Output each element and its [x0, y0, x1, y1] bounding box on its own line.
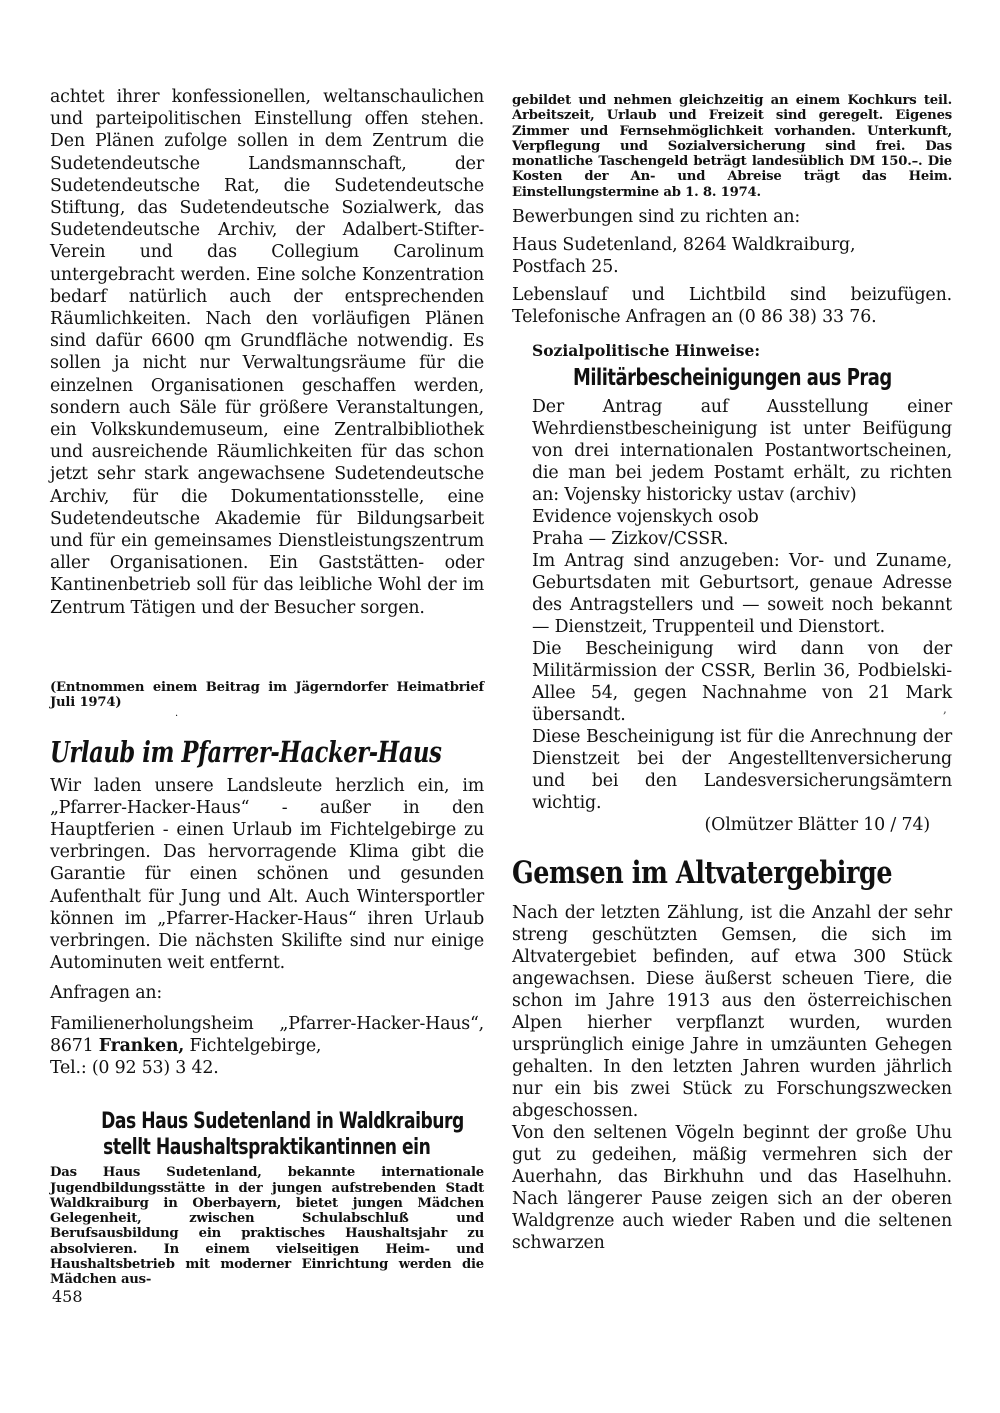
page-number: 458 — [52, 1287, 83, 1306]
article4-paragraph3: Die Bescheinigung wird dann von der Militärmission der CSSR, Berlin 36, Podbielski-Allee 54, gegen Nachnahme von 21 Mark übersandt. — [532, 639, 952, 726]
article1-body: achtet ihrer konfessionellen, weltanschaulichen und parteipolitischen Einstellung offen stehen. Den Plänen zufolge sollen in dem Zentrum die Sudetendeutsche Landsmannschaft, der Sudetendeutsche Rat, die Sudetendeutsche Stiftung, das Sudetendeutsche Sozialwerk, das Sudetendeutsche Archiv, der Adalbert-Stifter-Verein und das Collegium Carolinum untergebracht werden. Eine solche Konzentration bedarf natürlich auch der entsprechenden Räumlichkeiten. Nach den vorläufigen Plänen sind dafür 6600 qm Grundfläche notwendig. Es sollen ja nicht nur Verwaltungsräume für die einzelnen Organisationen geschaffen werden, sondern auch Säle für größere Veranstaltungen, ein Volkskundemuseum, eine Zentralbibliothek und ausreichende Räumlichkeiten für das schon jetzt sehr stark angewachsene Sudetendeutsche Archiv, für die Dokumentationsstelle, eine Sudetendeutsche Akademie für Bildungsarbeit und für ein gemeinsames Dienstleistungszentrum aller Organisationen. Ein Gaststätten- oder Kantinenbetrieb soll für das leibliche Wohl der im Zentrum Tätigen und der Besucher sorgen. — [50, 87, 484, 618]
article4-address2: Evidence vojenskych osob — [532, 507, 759, 528]
stray-dot-mark: · — [175, 711, 179, 722]
article4-source: (Olmützer Blätter 10 / 74) — [704, 815, 930, 836]
article2-phone: Tel.: (0 92 53) 3 42. — [50, 1058, 219, 1079]
article3-continuation: gebildet und nehmen gleichzeitig an einem Kochkurs teil. Arbeitszeit, Urlaub und Freizeit sind geregelt. Eigenes Zimmer und Fernsehmöglichkeit vorhanden. Unterkunft, Verpflegung und Sozialversicherung sind frei. Das monatliche Taschengeld beträgt landesüblich DM 150.–. Die Kosten der An- und Abreise trägt das Heim. Einstellungstermine ab 1. 8. 1974. — [512, 93, 952, 200]
article3-body: Das Haus Sudetenland, bekannte internationale Jugendbildungsstätte in der jungen aufstrebenden Stadt Waldkraiburg in Oberbayern, bietet jungen Mädchen Gelegenheit, zwischen Schulabschluß und Berufsausbildung ein praktisches Haushaltsjahr zu absolvieren. In einem vielseitigen Heim- und Haushaltsbetrieb mit moderner Einrichtung werden die Mädchen aus- — [50, 1165, 484, 1288]
article4-paragraph4: Diese Bescheinigung ist für die Anrechnung der Dienstzeit bei der Angestelltenversicherung und bei den Landesversicherungsämtern wichtig. — [532, 727, 952, 814]
article2-address-line1: Familienerholungsheim „Pfarrer-Hacker-Haus“, 8671 — [50, 1013, 484, 1056]
article2-body: Wir laden unsere Landsleute herzlich ein, im „Pfarrer-Hacker-Haus“ - außer in den Hauptferien - einen Urlaub im Fichtelgebirge zu verbringen. Das hervorragende Klima gibt die Garantie für einen schönen und gesunden Aufenthalt für Jung und Alt. Auch Wintersportler können im „Pfarrer-Hacker-Haus“ ihren Urlaub verbringen. Die nächsten Skilifte sind nur einige Autominuten weit entfernt. — [50, 775, 484, 974]
applications-note: Lebenslauf und Lichtbild sind beizufügen. Telefonische Anfragen an (0 86 38) 33 76. — [512, 285, 952, 328]
article2-address — [50, 1013, 484, 1057]
article4-address3: Praha — Zizkov/CSSR. — [532, 529, 729, 550]
article4-title-text: Militärbescheinigungen aus Prag — [572, 365, 892, 392]
section-label: Sozialpolitische Hinweise: — [532, 341, 761, 361]
article4-title — [512, 362, 952, 394]
article2-inquiries-label: Anfragen an: — [50, 983, 163, 1004]
article4-paragraph1: Der Antrag auf Ausstellung einer Wehrdienstbescheinigung ist unter Beifügung von drei internationalen Postantwortscheinen, die man bei jedem Postamt erhält, zu richten an: Vojensky historicky ustav (archiv) — [532, 397, 952, 506]
article3-title — [50, 1109, 484, 1161]
article1-source: (Entnommen einem Beitrag im Jägerndorfer Heimatbrief Juli 1974) — [50, 680, 484, 711]
article4-paragraph2: Im Antrag sind anzugeben: Vor- und Zuname, Geburtsdaten mit Geburtsort, genaue Adresse des Antragstellers und — soweit noch bekannt — Dienstzeit, Truppenteil und Dienstort. — [532, 551, 952, 638]
left-column — [50, 86, 484, 1288]
applications-label: Bewerbungen sind zu richten an: — [512, 207, 801, 228]
article5-paragraph2: Von den seltenen Vögeln beginnt der große Uhu gut zu gedeihen, mäßig vermehren sich der Auerhahn, das Birkhuhn und das Haselhuhn. Nach längerer Pause zeigen sich an der oberen Waldgrenze auch wieder Raben und die seltenen schwarzen — [512, 1123, 952, 1254]
article2-title: Urlaub im Pfarrer-Hacker-Haus — [50, 734, 442, 769]
article5-paragraph1: Nach der letzten Zählung, ist die Anzahl der sehr streng geschützten Gemsen, die sich im Altvatergebiet befinden, auf etwa 300 Stück angewachsen. Diese äußerst scheuen Tiere, die schon im Jahre 1913 aus den österreichischen Alpen hierher verpflanzt wurden, wurden ursprünglich einige Jahre in umzäunten Gehegen gehalten. In den letzten Jahren wurden jährlich nur ein bis zwei Stück zu Forschungszwecken abgeschossen. — [512, 903, 952, 1122]
article3-title-line2: stellt Haushaltspraktikantinnen ein — [103, 1135, 431, 1161]
article2-address-line1-post: Fichtelgebirge, — [184, 1035, 322, 1056]
article3-title-line1: Das Haus Sudetenland in Waldkraiburg — [101, 1109, 464, 1135]
applications-address: Haus Sudetenland, 8264 Waldkraiburg, Postfach 25. — [512, 235, 856, 278]
right-column — [512, 93, 952, 1254]
article2-address-town: Franken, — [98, 1035, 185, 1056]
stray-comma-mark: , — [943, 702, 947, 716]
article5-title: Gemsen im Altvatergebirge — [512, 855, 893, 892]
